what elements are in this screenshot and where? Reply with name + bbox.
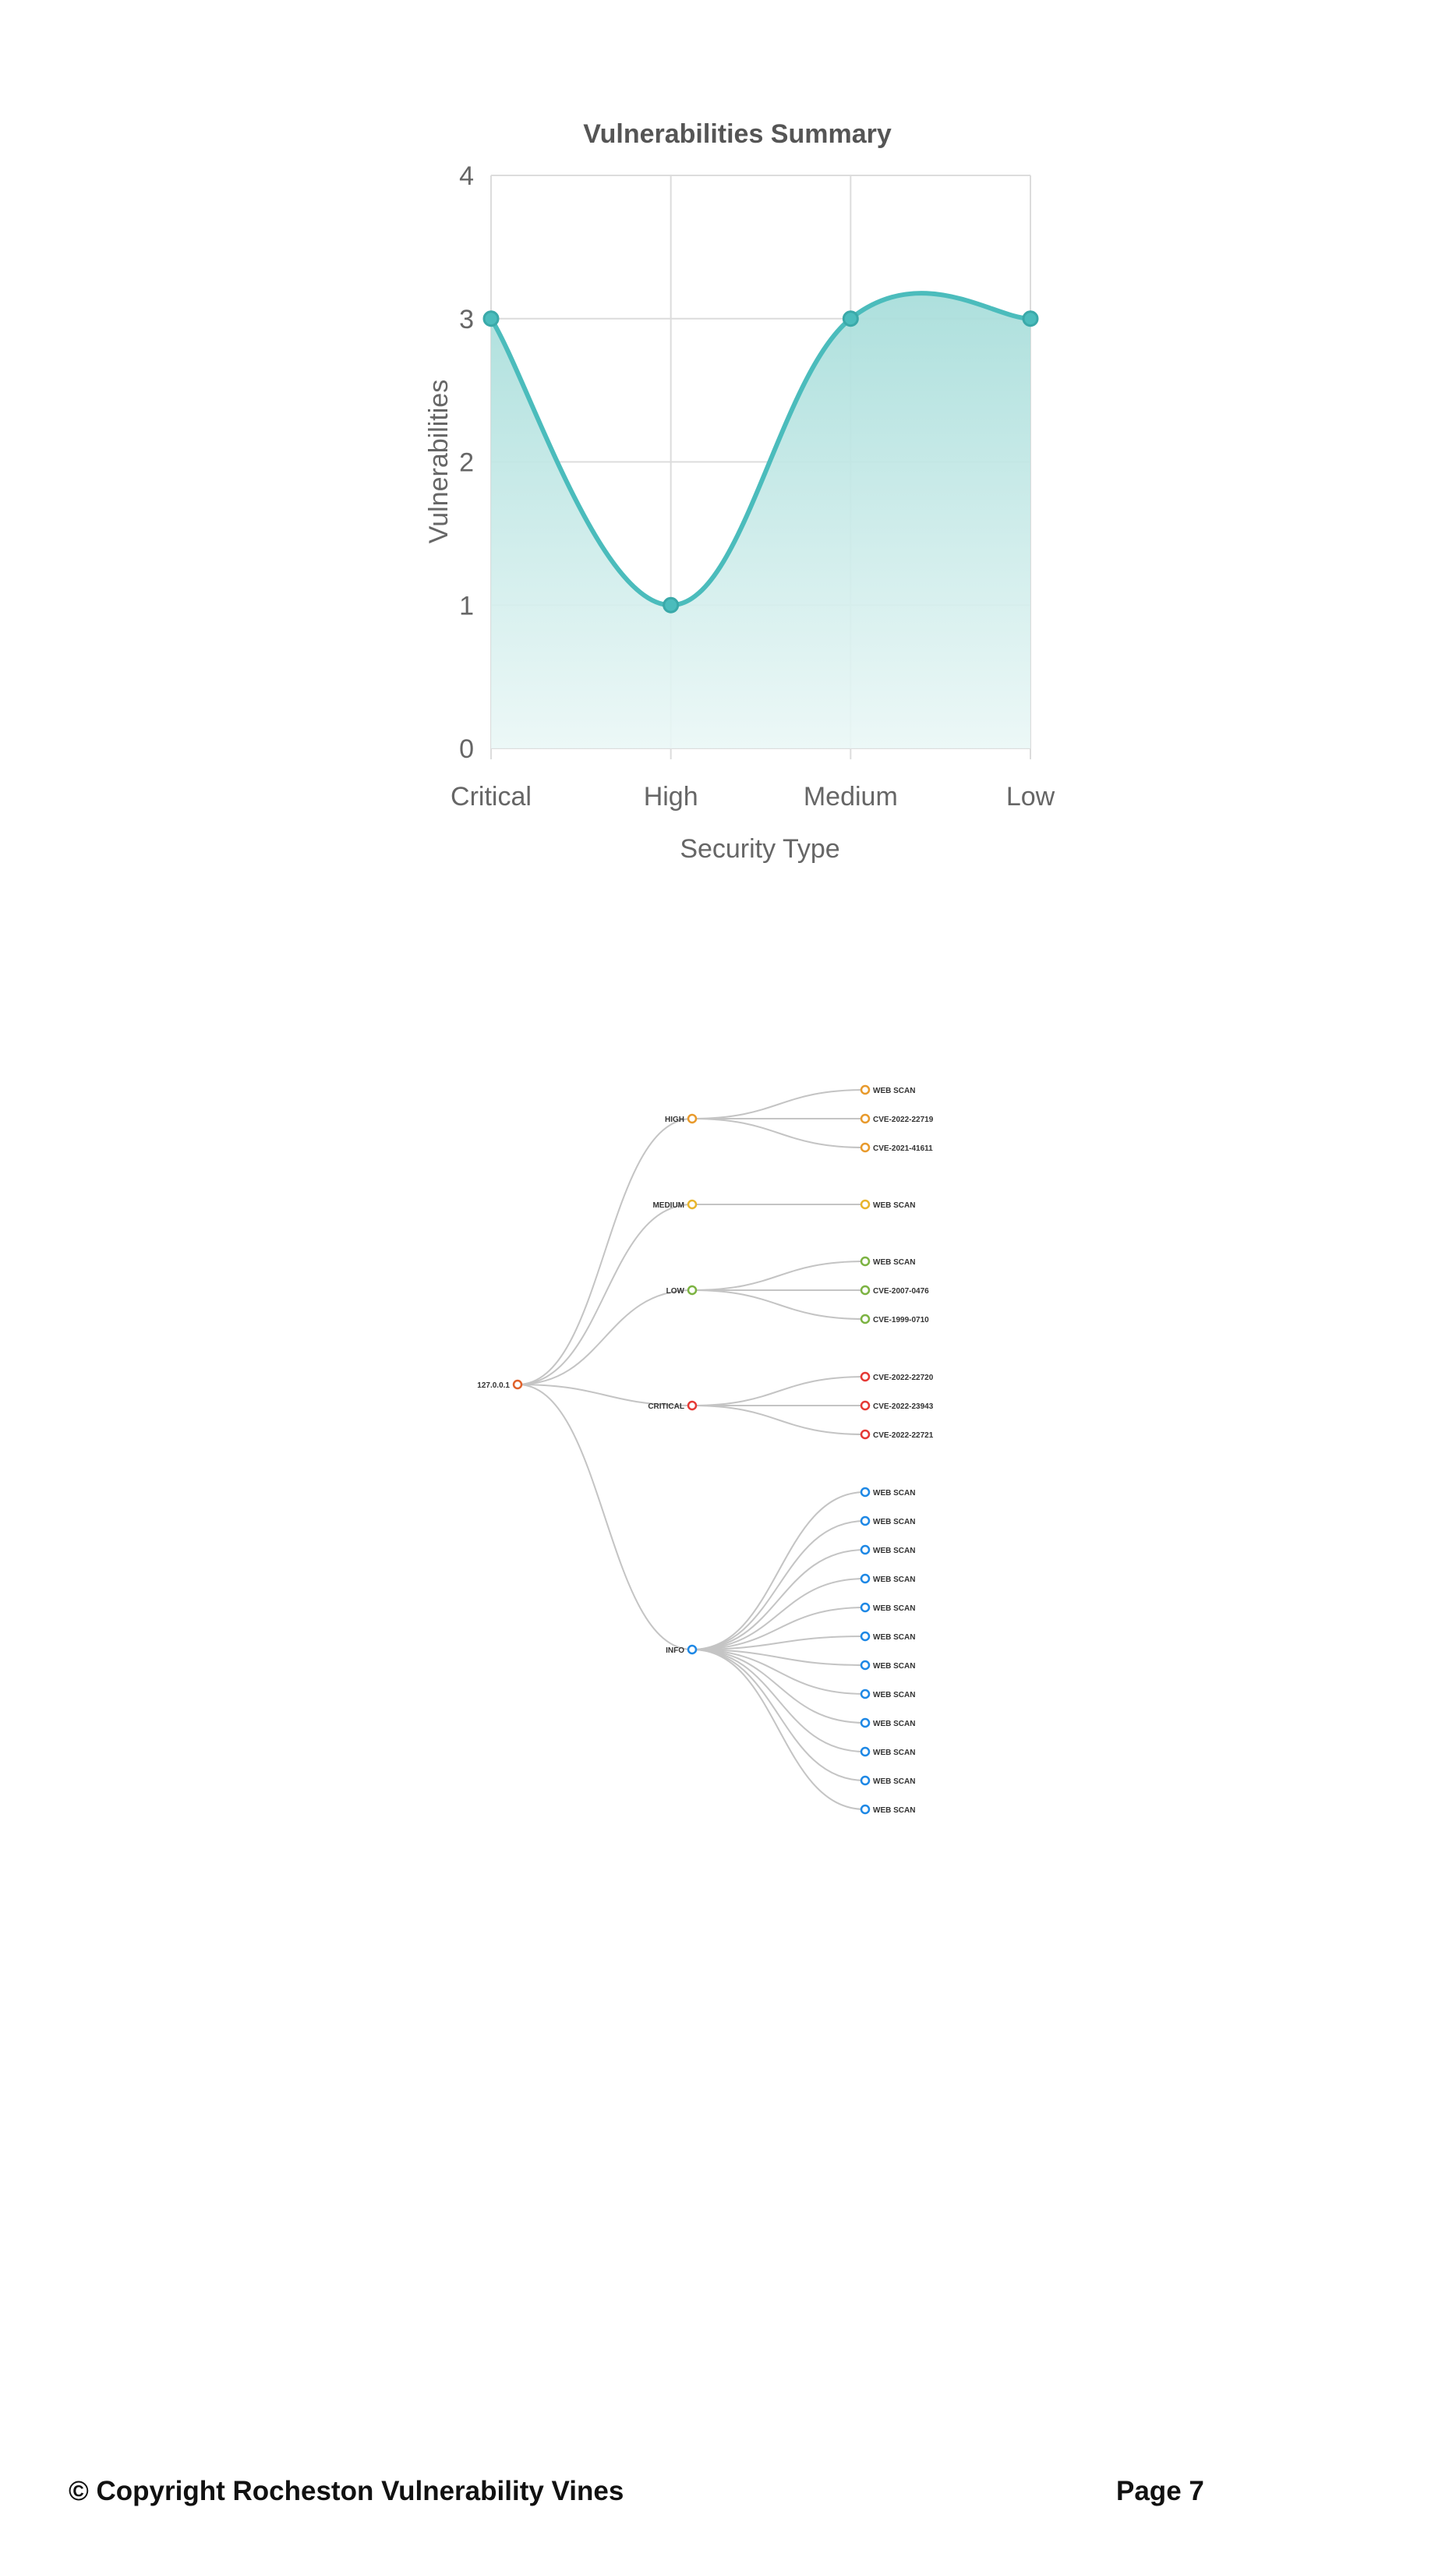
tree-link bbox=[518, 1385, 692, 1650]
chart-y-tick-label: 3 bbox=[459, 304, 474, 334]
tree-group-critical-node[interactable] bbox=[688, 1402, 696, 1409]
chart-title: Vulnerabilities Summary bbox=[583, 119, 892, 149]
tree-leaf-node[interactable] bbox=[861, 1748, 869, 1756]
tree-leaf-node[interactable] bbox=[861, 1517, 869, 1525]
tree-link bbox=[692, 1119, 865, 1148]
tree-group-medium-node[interactable] bbox=[688, 1201, 696, 1208]
tree-leaf-label: WEB SCAN bbox=[873, 1777, 916, 1786]
tree-leaf-label: WEB SCAN bbox=[873, 1575, 916, 1584]
tree-leaf-label: WEB SCAN bbox=[873, 1749, 916, 1757]
tree-leaf-node[interactable] bbox=[861, 1719, 869, 1727]
tree-leaf-node[interactable] bbox=[861, 1632, 869, 1640]
chart-x-tick-label: High bbox=[643, 782, 698, 812]
tree-leaf-label: WEB SCAN bbox=[873, 1662, 916, 1671]
tree-leaf-node[interactable] bbox=[861, 1690, 869, 1698]
tree-leaf-node[interactable] bbox=[861, 1115, 869, 1123]
tree-link bbox=[692, 1650, 865, 1723]
tree-link bbox=[692, 1090, 865, 1119]
tree-leaf-label: WEB SCAN bbox=[873, 1691, 916, 1699]
tree-group-info-node[interactable] bbox=[688, 1646, 696, 1653]
tree-leaf-node[interactable] bbox=[861, 1805, 869, 1813]
tree-leaf-label: CVE-2022-22721 bbox=[873, 1431, 934, 1440]
tree-group-low-label: LOW bbox=[666, 1287, 684, 1296]
chart-x-axis-label: Security Type bbox=[680, 834, 840, 864]
tree-group-high-node[interactable] bbox=[688, 1115, 696, 1123]
footer-page-number: Page 7 bbox=[1116, 2476, 1204, 2506]
tree-leaf-node[interactable] bbox=[861, 1315, 869, 1323]
tree-leaf-node[interactable] bbox=[861, 1286, 869, 1294]
tree-root-node[interactable] bbox=[514, 1381, 521, 1388]
tree-leaf-node[interactable] bbox=[861, 1402, 869, 1409]
tree-link bbox=[692, 1579, 865, 1650]
chart-y-tick-label: 2 bbox=[459, 447, 474, 478]
tree-link bbox=[692, 1377, 865, 1406]
tree-leaf-label: CVE-2007-0476 bbox=[873, 1287, 929, 1296]
chart-y-axis-label: Vulnerabilities bbox=[424, 379, 454, 544]
tree-leaf-node[interactable] bbox=[861, 1604, 869, 1611]
chart-x-tick-label: Critical bbox=[451, 782, 532, 812]
tree-leaf-label: WEB SCAN bbox=[873, 1604, 916, 1613]
tree-leaf-node[interactable] bbox=[861, 1546, 869, 1554]
tree-leaf-label: WEB SCAN bbox=[873, 1547, 916, 1555]
chart-y-tick-label: 1 bbox=[459, 591, 474, 621]
tree-group-critical-label: CRITICAL bbox=[648, 1402, 684, 1411]
tree-link bbox=[692, 1406, 865, 1434]
tree-group-medium-label: MEDIUM bbox=[652, 1201, 684, 1210]
tree-leaf-label: WEB SCAN bbox=[873, 1201, 916, 1210]
tree-root-label: 127.0.0.1 bbox=[477, 1381, 510, 1390]
tree-link bbox=[692, 1650, 865, 1694]
tree-leaf-label: WEB SCAN bbox=[873, 1087, 916, 1095]
tree-link bbox=[692, 1550, 865, 1650]
tree-leaf-label: CVE-2021-41611 bbox=[873, 1144, 933, 1153]
tree-link bbox=[692, 1521, 865, 1650]
tree-leaf-label: WEB SCAN bbox=[873, 1518, 916, 1526]
tree-group-info-label: INFO bbox=[666, 1646, 684, 1655]
chart-y-tick-label: 4 bbox=[459, 161, 474, 191]
tree-leaf-node[interactable] bbox=[861, 1430, 869, 1438]
chart-x-tick-label: Medium bbox=[803, 782, 898, 812]
tree-links bbox=[518, 1090, 865, 1809]
tree-leaf-node[interactable] bbox=[861, 1373, 869, 1381]
tree-leaf-label: CVE-1999-0710 bbox=[873, 1316, 929, 1324]
tree-leaf-label: WEB SCAN bbox=[873, 1489, 916, 1498]
tree-leaf-label: WEB SCAN bbox=[873, 1806, 916, 1815]
tree-group-high-label: HIGH bbox=[665, 1116, 684, 1124]
tree-link bbox=[692, 1650, 865, 1809]
tree-leaf-label: CVE-2022-23943 bbox=[873, 1402, 934, 1411]
tree-link bbox=[518, 1119, 692, 1385]
tree-leaf-node[interactable] bbox=[861, 1257, 869, 1265]
tree-link bbox=[692, 1290, 865, 1319]
tree-nodes bbox=[477, 1086, 933, 1815]
tree-leaf-node[interactable] bbox=[861, 1575, 869, 1583]
tree-group-low-node[interactable] bbox=[688, 1286, 696, 1294]
tree-link bbox=[692, 1650, 865, 1781]
footer-copyright: © Copyright Rocheston Vulnerability Vines bbox=[69, 2476, 624, 2506]
tree-leaf-node[interactable] bbox=[861, 1086, 869, 1094]
tree-leaf-node[interactable] bbox=[861, 1201, 869, 1208]
tree-leaf-node[interactable] bbox=[861, 1661, 869, 1669]
tree-link bbox=[518, 1290, 692, 1385]
chart-x-tick-label: Low bbox=[1005, 782, 1055, 812]
tree-leaf-node[interactable] bbox=[861, 1144, 869, 1151]
tree-leaf-label: WEB SCAN bbox=[873, 1633, 916, 1642]
tree-leaf-node[interactable] bbox=[861, 1488, 869, 1496]
tree-link bbox=[692, 1261, 865, 1290]
tree-leaf-label: CVE-2022-22720 bbox=[873, 1374, 934, 1382]
tree-link bbox=[692, 1492, 865, 1650]
tree-leaf-label: WEB SCAN bbox=[873, 1258, 916, 1267]
chart-y-tick-label: 0 bbox=[459, 734, 474, 764]
tree-leaf-node[interactable] bbox=[861, 1777, 869, 1784]
tree-leaf-label: WEB SCAN bbox=[873, 1720, 916, 1728]
tree-leaf-label: CVE-2022-22719 bbox=[873, 1116, 934, 1124]
